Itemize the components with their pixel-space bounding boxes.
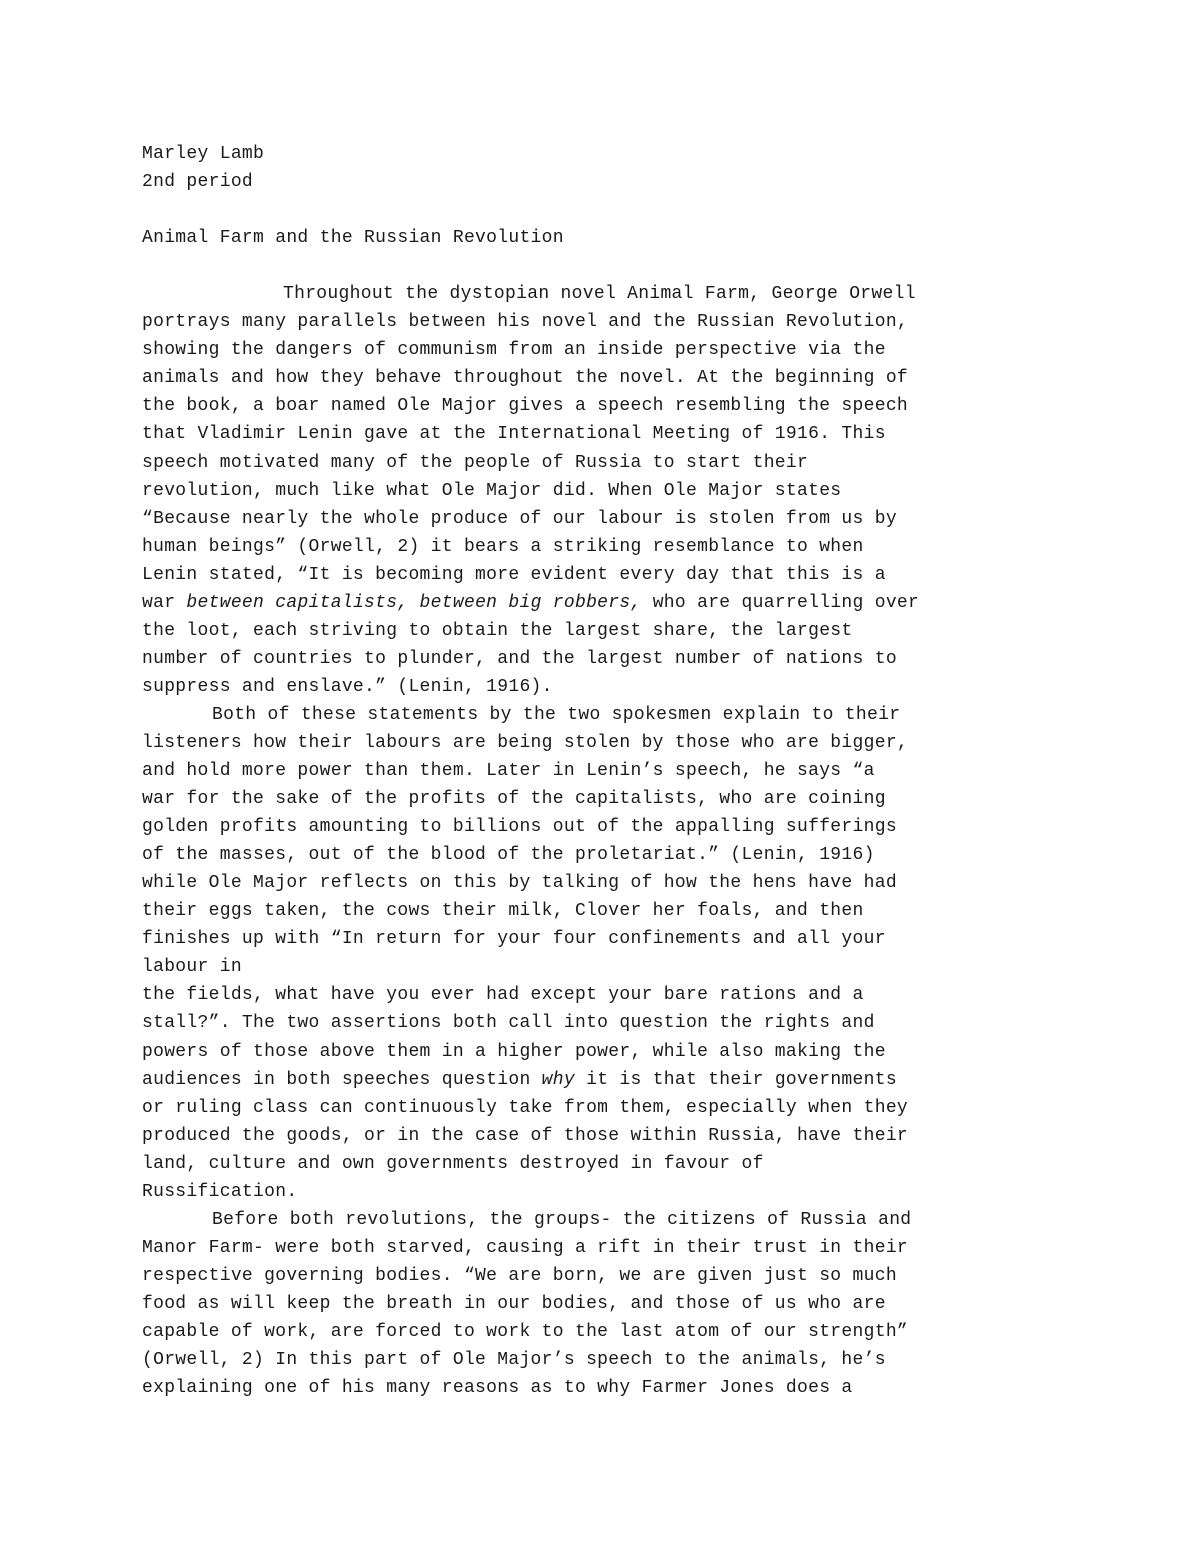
paragraph-line: revolution, much like what Ole Major did. When Ole Major states <box>142 480 842 501</box>
paragraph-line: their eggs taken, the cows their milk, Clover her foals, and then <box>142 901 864 922</box>
paragraph-line: of the masses, out of the blood of the proletariat.” (Lenin, 1916) <box>142 845 875 866</box>
emphasis-text: why <box>541 1069 575 1090</box>
paragraph-line: the loot, each striving to obtain the largest share, the largest <box>142 620 853 641</box>
paragraph-line: human beings” (Orwell, 2) it bears a striking resemblance to when <box>142 536 864 557</box>
paragraph-line: that Vladimir Lenin gave at the International Meeting of 1916. This <box>142 424 886 445</box>
paragraph-line: or ruling class can continuously take from them, especially when they <box>142 1097 909 1118</box>
line-text: who are quarrelling over <box>641 592 920 613</box>
paragraph-line: Lenin stated, “It is becoming more evident every day that this is a <box>142 564 886 585</box>
paragraph-line: (Orwell, 2) In this part of Ole Major’s speech to the animals, he’s <box>142 1350 886 1371</box>
author-name: Marley Lamb <box>142 144 265 164</box>
paragraph-line: while Ole Major reflects on this by talking of how the hens have had <box>142 873 897 894</box>
paragraph-line: Before both revolutions, the groups- the citizens of Russia and <box>212 1209 912 1230</box>
emphasis-text: between capitalists, between big robbers, <box>186 592 642 613</box>
paragraph-line: listeners how their labours are being stolen by those who are bigger, <box>142 732 909 753</box>
paragraph-line: land, culture and own governments destroyed in favour of <box>142 1153 764 1174</box>
paragraph-2 <box>142 701 1082 1206</box>
paragraph-line: powers of those above them in a higher power, while also making the <box>142 1041 886 1062</box>
paragraph-line: the book, a boar named Ole Major gives a speech resembling the speech <box>142 396 909 417</box>
spacer <box>142 196 1082 224</box>
paragraph-line: stall?”. The two assertions both call into question the rights and <box>142 1013 875 1034</box>
paragraph-line: food as will keep the breath in our bodies, and those of us who are <box>142 1293 886 1314</box>
line-text: it is that their governments <box>574 1069 897 1090</box>
class-period: 2nd period <box>142 172 254 193</box>
paragraph-line: number of countries to plunder, and the largest number of nations to <box>142 648 897 669</box>
paragraph-line: the fields, what have you ever had except your bare rations and a <box>142 985 864 1006</box>
paragraph-line: produced the goods, or in the case of those within Russia, have their <box>142 1125 909 1146</box>
line-text: war <box>142 592 187 613</box>
paragraph-line: animals and how they behave throughout the novel. At the beginning of <box>142 368 909 389</box>
paragraph-line: explaining one of his many reasons as to why Farmer Jones does a <box>142 1378 853 1399</box>
paragraph-line: Throughout the dystopian novel Animal Farm, George Orwell <box>283 284 916 305</box>
paragraph-3 <box>142 1206 1082 1402</box>
paragraph-line: capable of work, are forced to work to the last atom of our strength” <box>142 1321 909 1342</box>
paragraph-line: portrays many parallels between his novel and the Russian Revolution, <box>142 312 909 333</box>
paragraph-line: and hold more power than them. Later in Lenin’s speech, he says “a <box>142 761 875 782</box>
paragraph-line <box>142 1066 1082 1094</box>
essay-title: Animal Farm and the Russian Revolution <box>142 228 564 249</box>
paragraph-line: finishes up with “In return for your four confinements and all your <box>142 929 886 950</box>
paragraph-line: suppress and enslave.” (Lenin, 1916). <box>142 676 553 697</box>
paragraph-line: war for the sake of the profits of the capitalists, who are coining <box>142 789 886 810</box>
paragraph-line <box>142 589 1082 617</box>
paragraph-line: Manor Farm- were both starved, causing a rift in their trust in their <box>142 1237 909 1258</box>
paragraph-line: speech motivated many of the people of Russia to start their <box>142 452 809 473</box>
paragraph-line: labour in <box>142 957 242 978</box>
paragraph-line: Both of these statements by the two spokesmen explain to their <box>212 704 901 725</box>
document-body <box>142 140 1082 1402</box>
line-text: audiences in both speeches question <box>142 1069 542 1090</box>
paragraph-line: Russification. <box>142 1181 298 1202</box>
spacer <box>142 252 1082 280</box>
paragraph-line: “Because nearly the whole produce of our labour is stolen from us by <box>142 508 897 529</box>
paragraph-line: golden profits amounting to billions out of the appalling sufferings <box>142 817 897 838</box>
paragraph-line: showing the dangers of communism from an inside perspective via the <box>142 340 886 361</box>
paragraph-1 <box>142 280 1082 701</box>
paragraph-line: respective governing bodies. “We are born, we are given just so much <box>142 1265 897 1286</box>
